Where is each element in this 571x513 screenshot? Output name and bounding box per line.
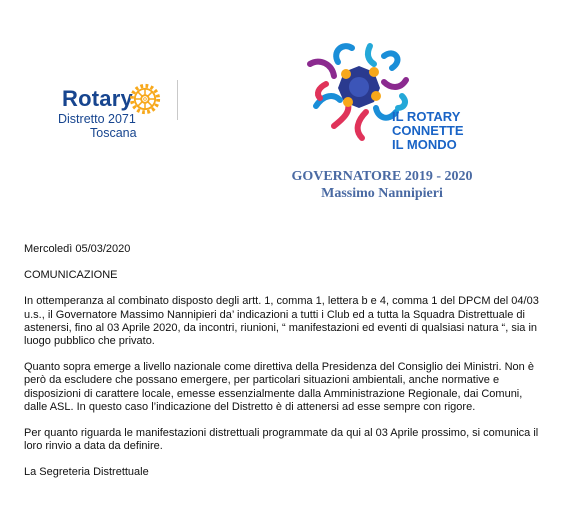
document-date: Mercoledì 05/03/2020 (24, 243, 131, 255)
governor-block (272, 168, 492, 202)
motto-line-3: IL MONDO (392, 137, 457, 152)
motto-line-1: IL ROTARY (392, 109, 461, 124)
governor-title: GOVERNATORE 2019 - 2020 (291, 169, 473, 184)
rotary-district-logo (58, 76, 183, 146)
district-label: Distretto 2071 (58, 112, 136, 126)
rotary-wheel-icon (128, 82, 162, 116)
motto-line-2: CONNETTE (392, 123, 464, 138)
paragraph-3: Per quanto riguarda le manifestazioni distrettuali programmate da qui al 03 Aprile prossimo, si comunica il loro rinvio a data da definire. (24, 427, 539, 453)
region-label: Toscana (90, 126, 137, 140)
document-heading: COMUNICAZIONE (24, 269, 118, 282)
document-body (24, 243, 544, 493)
paragraph-2: Quanto sopra emerge a livello nazionale come direttiva della Presidenza del Consiglio dei Ministri. Non è però da escludere che possano emergere, per particolari situazioni ambientali, anche normative e disposizioni di carattere locale, emesse essenzialmente dalla Amministrazione Regionale, dai Comuni, dalle ASL. In questo caso l’indicazione del Distretto è di attenersi ad esse sempre con rigore. (24, 361, 534, 413)
governor-name: Massimo Nannipieri (321, 186, 443, 201)
signature: La Segreteria Distrettuale (24, 466, 149, 479)
logo-divider (177, 80, 178, 120)
letterhead (0, 0, 571, 215)
rotary-connects-the-world-logo (304, 38, 469, 160)
paragraph-1: In ottemperanza al combinato disposto degli artt. 1, comma 1, lettera b e 4, comma 1 del DPCM del 04/03 u.s., il Governatore Massimo Nannipieri da’ indicazioni a tutti i Club ed a tutta la Squadra Distrettuale di astenersi, fino al 03 Aprile 2020, da incontri, riunioni, “ manifestazioni ed eventi di qualsiasi natura “, sia in luogo pubblico che privato. (24, 295, 539, 348)
theme-motto (392, 110, 464, 152)
rotary-wordmark: Rotary (62, 86, 133, 111)
